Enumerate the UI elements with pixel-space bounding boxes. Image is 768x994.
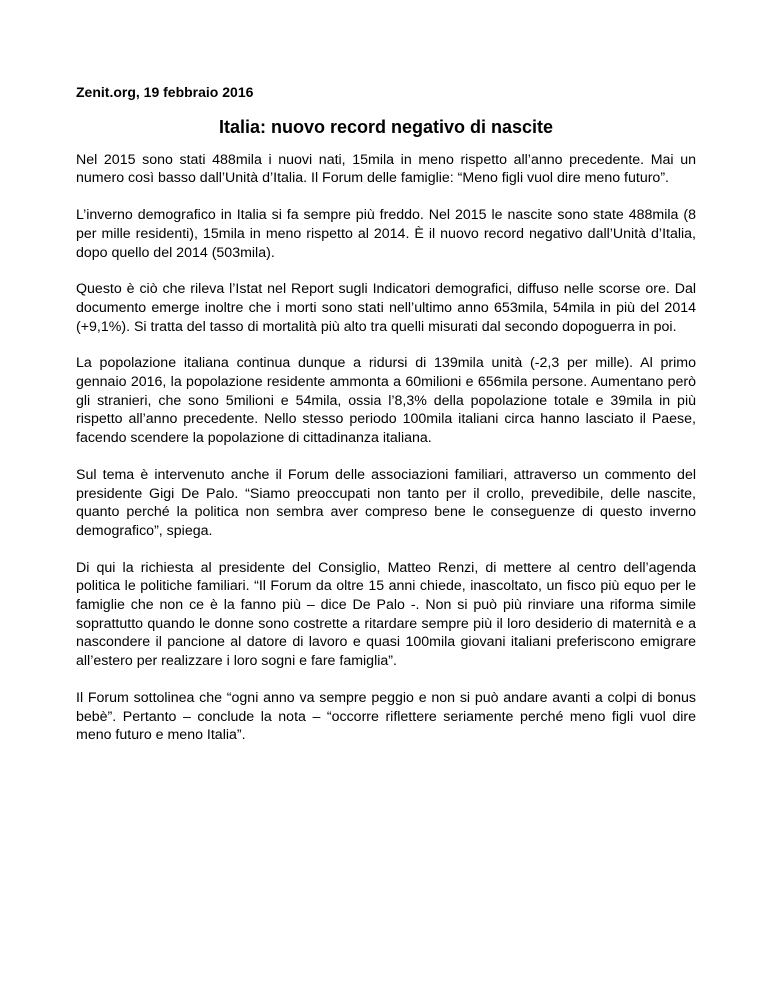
source-line: Zenit.org, 19 febbraio 2016 — [76, 84, 254, 100]
paragraph-lead: Nel 2015 sono stati 488mila i nuovi nati, 15mila in meno rispetto all’anno precedente. Mai un numero così basso dall’Unità d’Italia. Il Forum delle famiglie: “Meno figli vuol dire meno futuro”. — [76, 151, 696, 187]
paragraph-forum-comment: Sul tema è intervenuto anche il Forum delle associazioni familiari, attraverso un commento del presidente Gigi De Palo. “Siamo preoccupati non tanto per il crollo, prevedibile, delle nascite, quanto perché la politica non sembra aver compreso bene le conseguenze di questo inverno demografico”, spiega. — [76, 466, 696, 539]
paragraph-birth-record: L’inverno demografico in Italia si fa sempre più freddo. Nel 2015 le nascite sono state 488mila (8 per mille residenti), 15mila in meno rispetto al 2014. È il nuovo record negativo dall’Unità d’Italia, dopo quello del 2014 (503mila). — [76, 207, 696, 261]
paragraph-conclusion: Il Forum sottolinea che “ogni anno va sempre peggio e non si può andare avanti a colpi di bonus bebè”. Pertanto – conclude la nota – “occorre riflettere seriamente perché meno figli vuol dire meno futuro e meno Italia”. — [76, 689, 696, 744]
paragraph-population: La popolazione italiana continua dunque a ridursi di 139mila unità (-2,3 per mille). Al primo gennaio 2016, la popolazione residente ammonta a 60milioni e 656mila persone. Aumentano però gli stranieri, che sono 5milioni e 54mila, ossia l’8,3% della popolazione totale e 39mila in più rispetto all’anno precedente. Nello stesso periodo 100mila italiani circa hanno lasciato il Paese, facendo scendere la popolazione di cittadinanza italiana. — [76, 355, 696, 447]
document-page — [76, 83, 696, 763]
paragraph-request-renzi: Di qui la richiesta al presidente del Consiglio, Matteo Renzi, di mettere al centro dell’agenda politica le politiche familiari. “Il Forum da oltre 15 anni chiede, inascoltato, un fisco più equo per le famiglie che non ce è la fanno più – dice De Palo -. Non si può più rinviare una riforma simile soprattutto quando le donne sono costrette a ritardare sempre più il loro desiderio di maternità e a nascondere il pancione al datore di lavoro e quasi 100mila giovani italiani preferiscono emigrare all’estero per realizzare i loro sogni e fare famiglia”. — [76, 559, 696, 670]
paragraph-istat-report: Questo è ciò che rileva l’Istat nel Report sugli Indicatori demografici, diffuso nelle scorse ore. Dal documento emerge inoltre che i morti sono stati nell’ultimo anno 653mila, 54mila in più del 2014 (+9,1%). Si tratta del tasso di mortalità più alto tra quelli misurati dal secondo dopoguerra in poi. — [76, 281, 696, 335]
article-title: Italia: nuovo record negativo di nascite — [218, 116, 554, 137]
